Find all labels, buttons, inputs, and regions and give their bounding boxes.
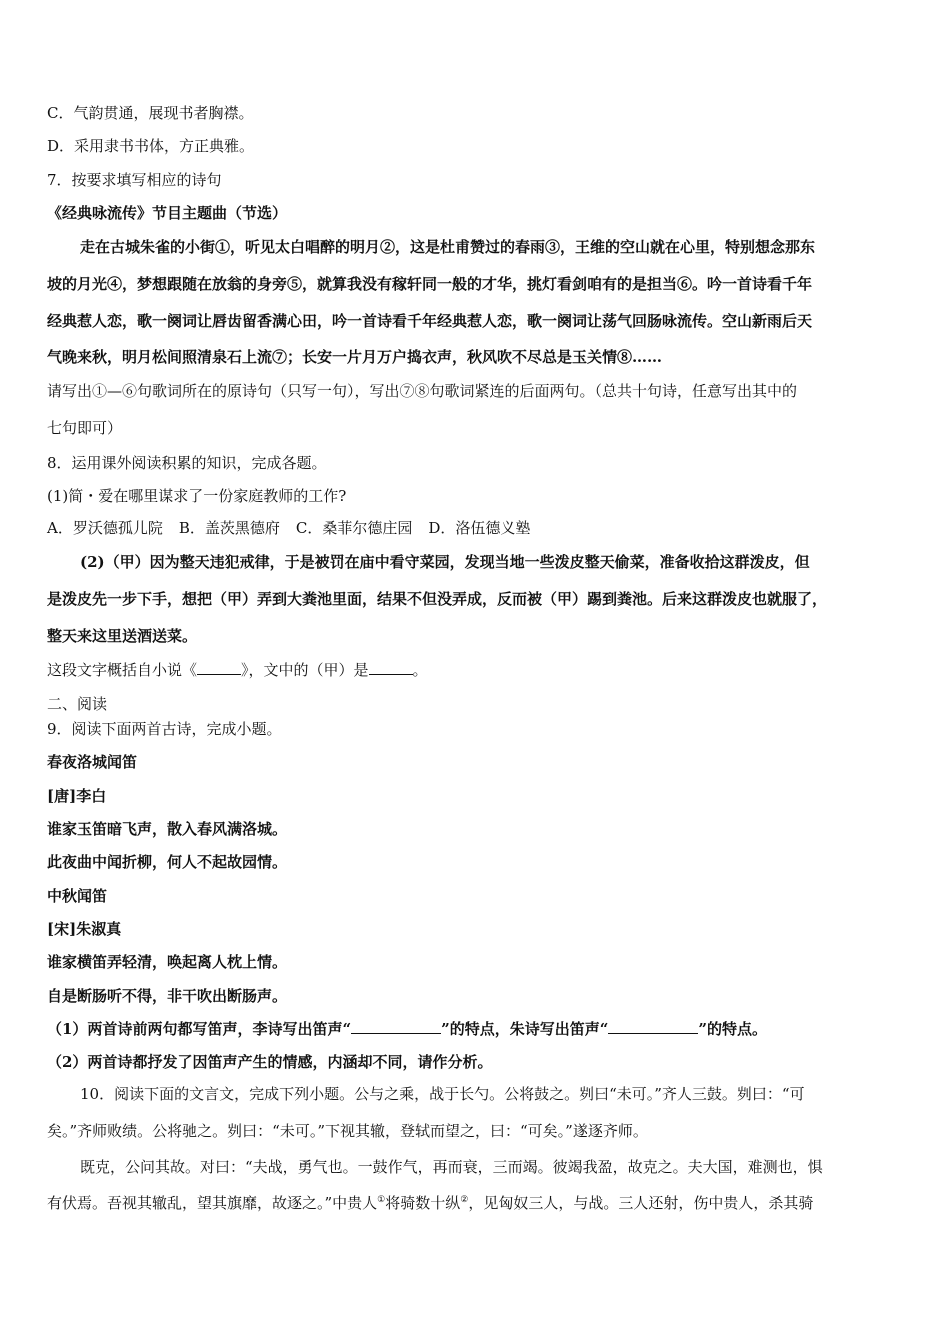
q6-option-d: D．采用隶书书体，方正典雅。 <box>47 137 255 155</box>
q10-line-4-part-b: 将骑数十纵 <box>385 1194 461 1212</box>
q9-sub-question-2: （2）两首诗都抒发了因笛声产生的情感，内涵却不同，请作分析。 <box>47 1053 493 1071</box>
q8-passage-line-2: 是泼皮先一步下手，想把（甲）弄到大粪池里面，结果不但没弄成，反而被（甲）踢到粪池。后来这群泼皮也就服了， <box>47 590 828 608</box>
character-blank[interactable] <box>369 660 413 675</box>
poem1-author: [唐]李白 <box>47 787 107 805</box>
q7-instruction-line-1: 请写出①—⑥句歌词所在的原诗句（只写一句），写出⑦⑧句歌词紧连的后面两句。（总共十句诗，任意写出其中的 <box>47 382 798 400</box>
poem2-title: 中秋闻笛 <box>47 887 108 905</box>
q8-fill-text-b: 》，文中的（甲）是 <box>241 661 369 679</box>
q8-option-a: A．罗沃德孤儿院 <box>47 519 163 537</box>
q7-subtitle: 《经典咏流传》节目主题曲（节选） <box>47 204 288 222</box>
q7-lyrics-line-4: 气晚来秋，明月松间照清泉石上流⑦；长安一片月万户捣衣声，秋风吹不尽总是玉关情⑧…… <box>47 348 663 366</box>
q9-q1-text-b: ”的特点，朱诗写出笛声“ <box>441 1020 609 1038</box>
q7-lyrics-line-3: 经典惹人恋，歌一阕词让唇齿留香满心田，吟一首诗看千年经典惹人恋，歌一阕词让荡气回肠咏流传。空山新雨后天 <box>47 312 813 330</box>
footnote-marker-2: ② <box>460 1195 469 1205</box>
q7-lyrics-line-1: 走在古城朱雀的小街①，听见太白唱醉的明月②，这是杜甫赞过的春雨③，王维的空山就在心里，特别想念那东 <box>80 238 816 256</box>
q8-passage-line-1: (2)（甲）因为整天违犯戒律，于是被罚在庙中看守菜园，发现当地一些泼皮整天偷菜，准备收拾这群泼皮，但 <box>80 553 810 571</box>
novel-title-blank[interactable] <box>197 660 241 675</box>
q8-title: 8．运用课外阅读积累的知识，完成各题。 <box>47 454 327 472</box>
q9-q1-text-a: （1）两首诗前两句都写笛声，李诗写出笛声“ <box>47 1020 352 1038</box>
q8-sub-question-1: (1)简・爱在哪里谋求了一份家庭教师的工作? <box>47 487 347 505</box>
q7-instruction-line-2: 七句即可） <box>47 419 123 437</box>
q10-line-4 <box>47 1193 917 1213</box>
q6-option-c: C．气韵贯通，展现书者胸襟。 <box>47 104 254 122</box>
q10-line-1: 10．阅读下面的文言文，完成下列小题。公与之乘，战于长勺。公将鼓之。刿曰“未可。”齐人三鼓。刿曰：“可 <box>80 1085 805 1103</box>
poem2-line-1: 谁家横笛弄轻清，唤起离人枕上情。 <box>47 953 288 971</box>
q7-lyrics-line-2: 坡的月光④，梦想跟随在放翁的身旁⑤，就算我没有稼轩同一般的才华，挑灯看剑咱有的是担当⑥。吟一首诗看千年 <box>47 275 813 293</box>
q8-option-b: B．盖茨黑德府 <box>178 519 280 537</box>
q10-line-4-part-a: 有伏焉。吾视其辙乱，望其旗靡，故逐之。”中贵人 <box>47 1194 378 1212</box>
footnote-marker-1: ① <box>377 1195 386 1205</box>
poem1-line-1: 谁家玉笛暗飞声，散入春风满洛城。 <box>47 820 288 838</box>
q9-title: 9．阅读下面两首古诗，完成小题。 <box>47 720 282 738</box>
q8-option-c: C．桑菲尔德庄园 <box>295 519 413 537</box>
section-reading-heading: 二、阅读 <box>47 695 108 713</box>
q9-sub-question-1 <box>47 1019 917 1039</box>
q10-line-3: 既克，公问其故。对曰：“夫战，勇气也。一鼓作气，再而衰，三而竭。彼竭我盈，故克之。夫大国，难测也，惧 <box>80 1158 823 1176</box>
poem2-line-2: 自是断肠听不得，非干吹出断肠声。 <box>47 987 288 1005</box>
q7-title: 7．按要求填写相应的诗句 <box>47 171 222 189</box>
q9-q1-text-c: ”的特点。 <box>698 1020 767 1038</box>
q8-options <box>47 518 917 538</box>
poem1-title: 春夜洛城闻笛 <box>47 753 138 771</box>
poem1-line-2: 此夜曲中闻折柳，何人不起故园情。 <box>47 853 288 871</box>
q8-fill-text-a: 这段文字概括自小说《 <box>47 661 198 679</box>
zhu-shuzhen-feature-blank[interactable] <box>608 1019 698 1034</box>
poem2-author: [宋]朱淑真 <box>47 920 122 938</box>
q8-option-d: D．洛伍德义塾 <box>428 519 531 537</box>
li-bai-feature-blank[interactable] <box>351 1019 441 1034</box>
q8-fill-text-c: 。 <box>412 661 428 679</box>
q10-line-4-part-c: ，见匈奴三人，与战。三人还射，伤中贵人，杀其骑 <box>468 1194 814 1212</box>
q8-fill-in <box>47 660 917 680</box>
q8-passage-line-3: 整天来这里送酒送菜。 <box>47 627 198 645</box>
q10-line-2: 矣。”齐师败绩。公将驰之。刿曰：“未可。”下视其辙，登轼而望之，曰：“可矣。”遂逐齐师。 <box>47 1122 648 1140</box>
